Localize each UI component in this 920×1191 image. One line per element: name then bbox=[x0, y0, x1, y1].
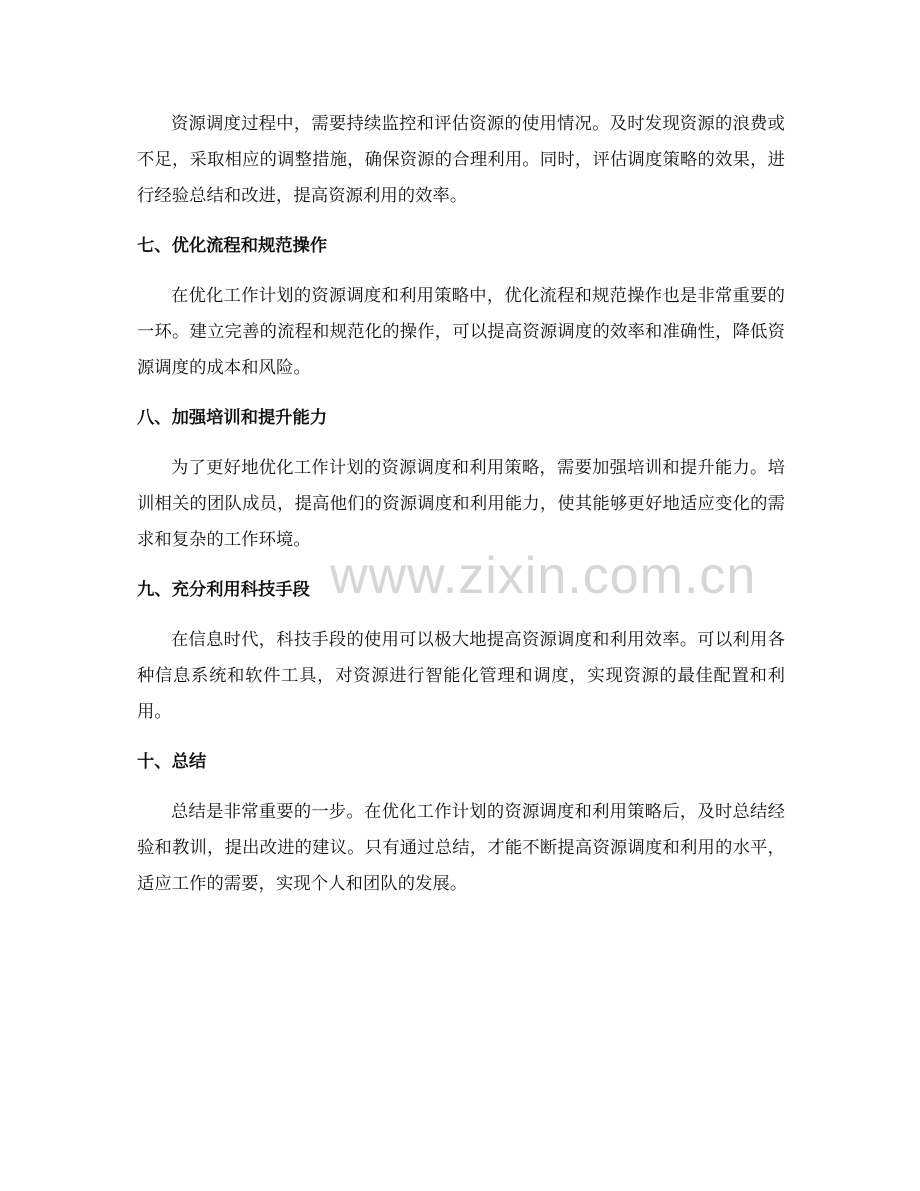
section-heading-9: 九、充分利用科技手段 bbox=[137, 580, 310, 600]
section-heading-8: 八、加强培训和提升能力 bbox=[137, 408, 328, 428]
spacer bbox=[137, 780, 785, 794]
spacer bbox=[137, 608, 785, 622]
paragraph-section-10: 总结是非常重要的一步。在优化工作计划的资源调度和利用策略后，及时总结经验和教训，提出改进的建议。只有通过总结，才能不断提高资源调度和利用的水平，适应工作的需要，实现个人和团队的发展。 bbox=[137, 802, 785, 894]
spacer bbox=[137, 386, 785, 400]
spacer bbox=[137, 264, 785, 278]
paragraph-section-8: 为了更好地优化工作计划的资源调度和利用策略，需要加强培训和提升能力。培训相关的团队成员，提高他们的资源调度和利用能力，使其能够更好地适应变化的需求和复杂的工作环境。 bbox=[137, 458, 785, 550]
spacer bbox=[137, 730, 785, 744]
watermark: www.zixin.com.cn bbox=[330, 547, 757, 605]
paragraph-intro: 资源调度过程中，需要持续监控和评估资源的使用情况。及时发现资源的浪费或不足，采取相应的调整措施，确保资源的合理利用。同时，评估调度策略的效果，进行经验总结和改进，提高资源利用的效率。 bbox=[137, 114, 785, 206]
section-heading-7: 七、优化流程和规范操作 bbox=[137, 236, 328, 256]
document-body bbox=[137, 106, 785, 902]
spacer bbox=[137, 214, 785, 228]
paragraph-section-7: 在优化工作计划的资源调度和利用策略中，优化流程和规范操作也是非常重要的一环。建立完善的流程和规范化的操作，可以提高资源调度的效率和准确性，降低资源调度的成本和风险。 bbox=[137, 286, 785, 378]
paragraph-section-9: 在信息时代，科技手段的使用可以极大地提高资源调度和利用效率。可以利用各种信息系统和软件工具，对资源进行智能化管理和调度，实现资源的最佳配置和利用。 bbox=[137, 630, 785, 722]
section-heading-10: 十、总结 bbox=[137, 752, 207, 772]
spacer bbox=[137, 436, 785, 450]
spacer bbox=[137, 558, 785, 572]
